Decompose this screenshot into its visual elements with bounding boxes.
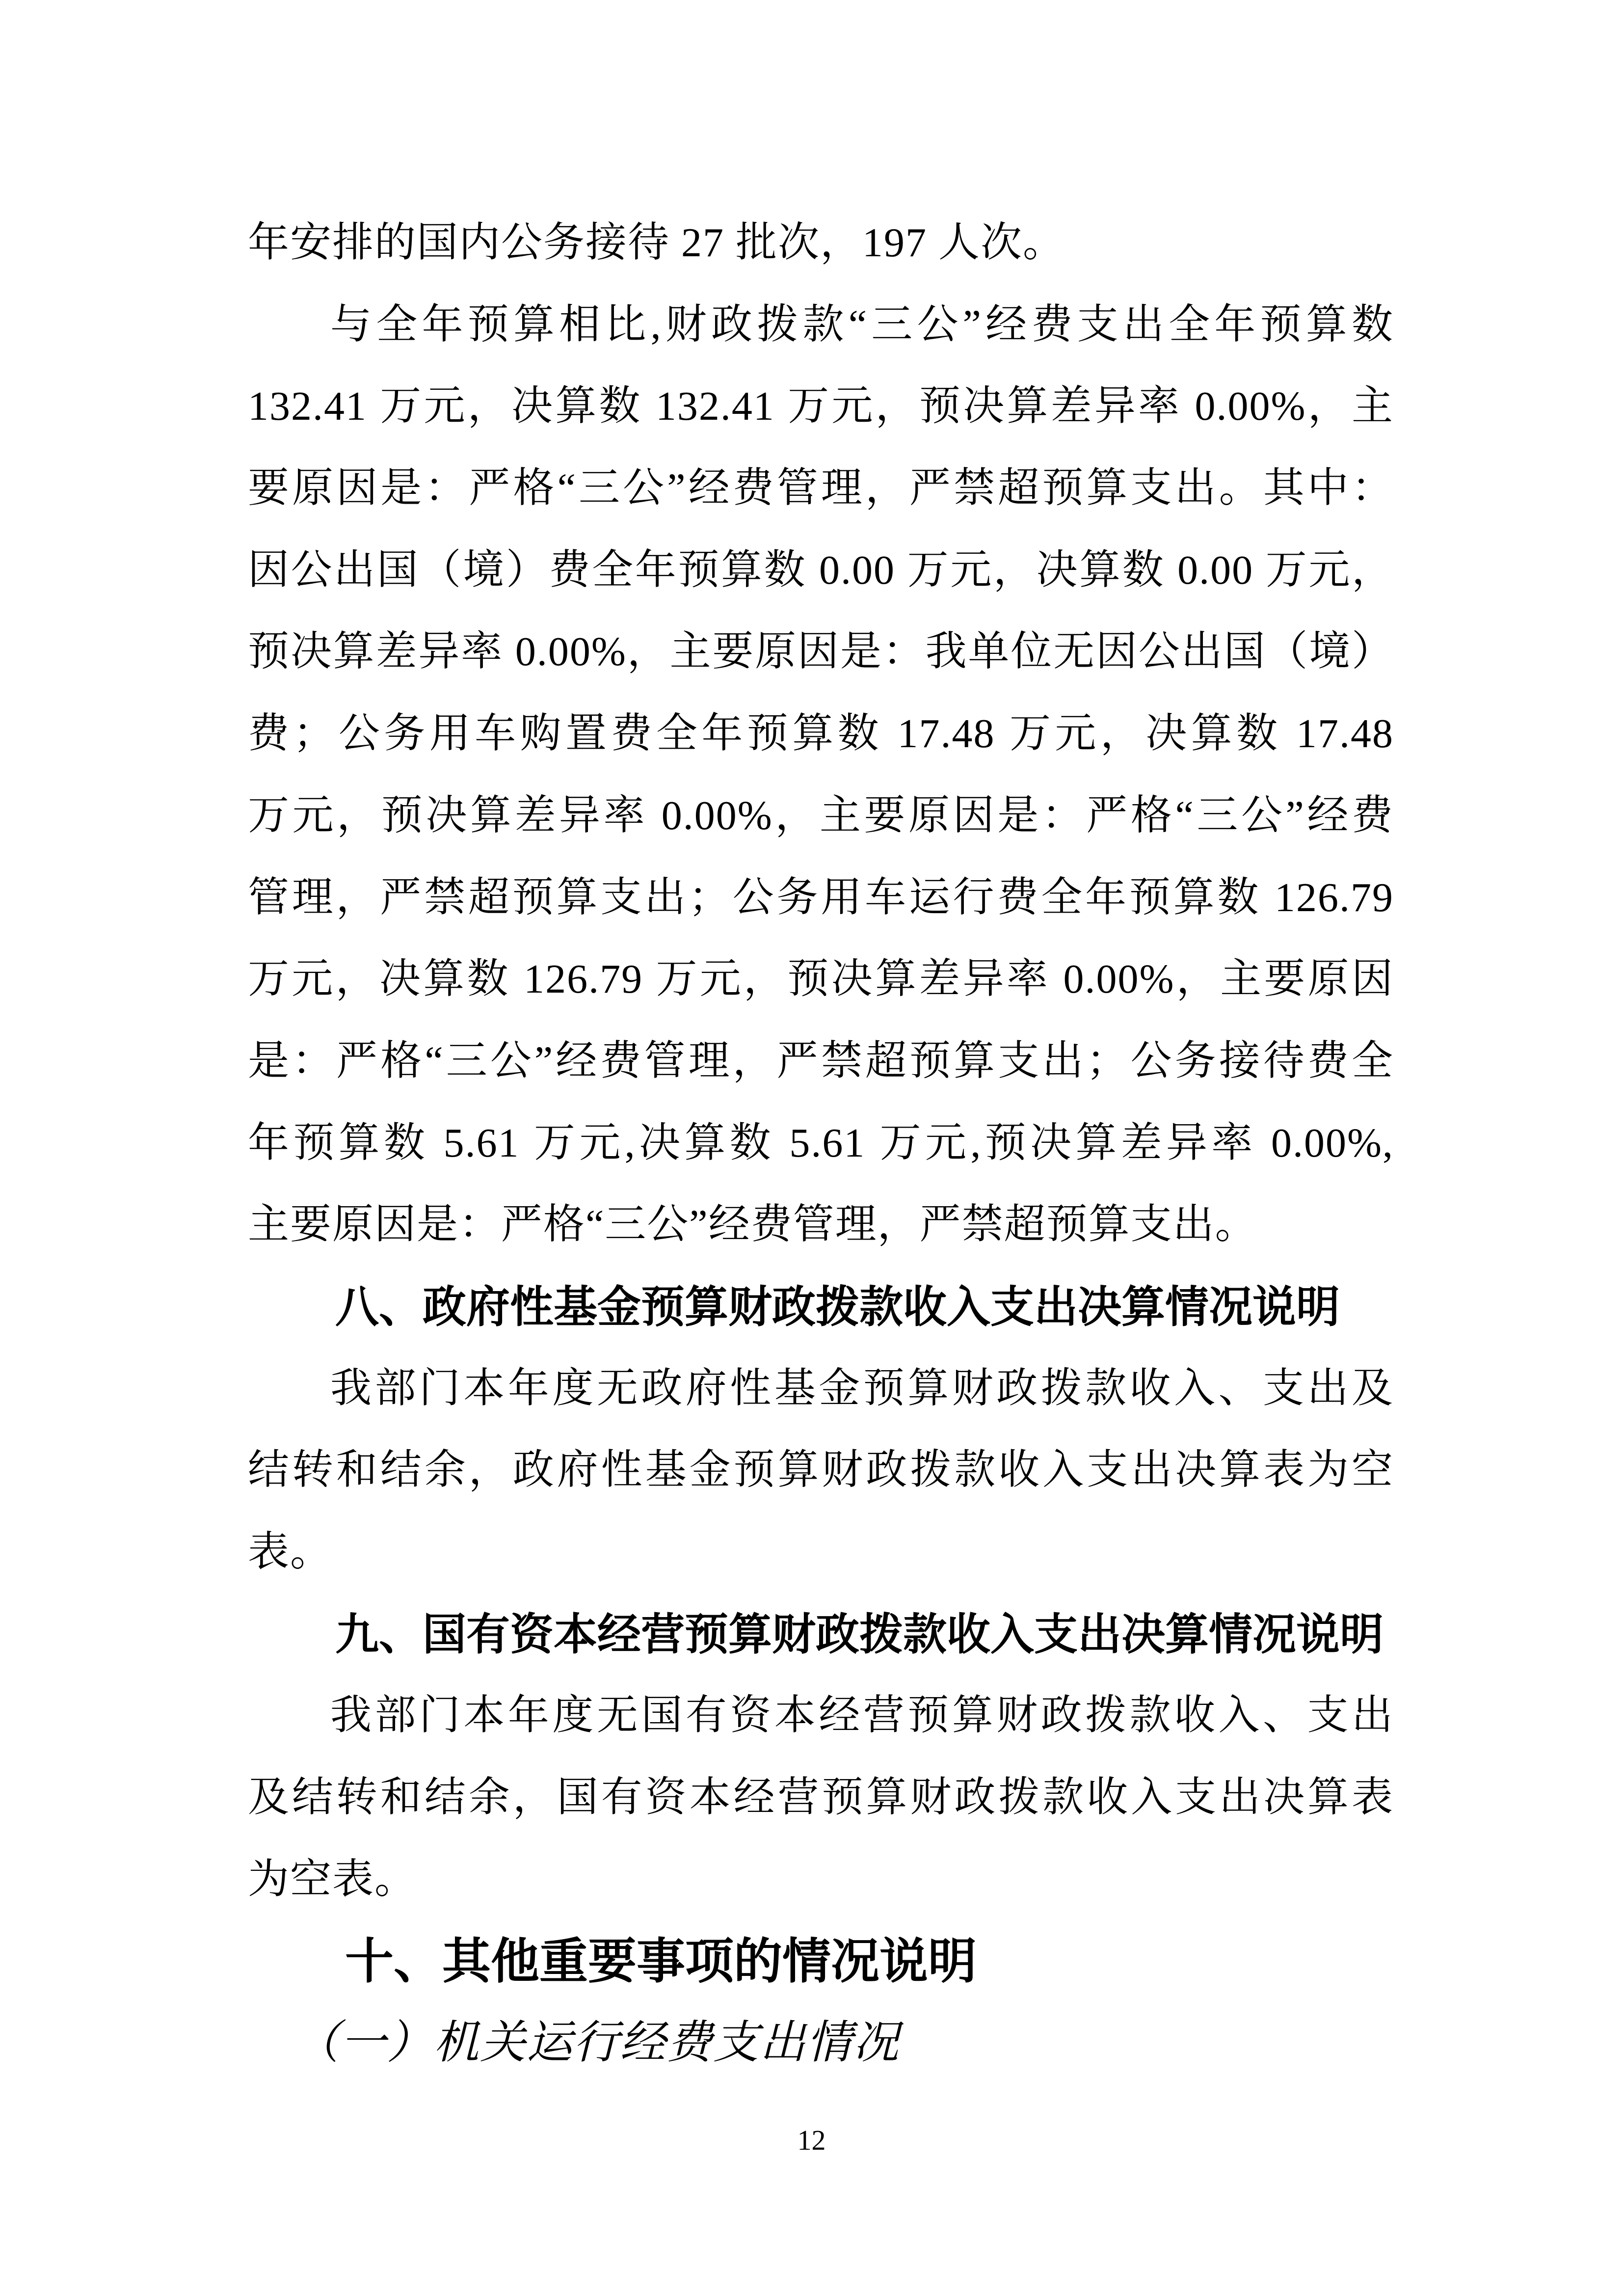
paragraph-start-line: 我部门本年度无政府性基金预算财政拨款收入、支出及	[330, 1365, 1394, 1411]
body-line: 费；公务用车购置费全年预算数 17.48 万元，决算数 17.48	[248, 711, 1394, 757]
body-line: 及结转和结余，国有资本经营预算财政拨款收入支出决算表	[248, 1775, 1394, 1821]
page-number: 12	[797, 2124, 826, 2156]
body-line: 因公出国（境）费全年预算数 0.00 万元，决算数 0.00 万元，	[248, 547, 1394, 593]
paragraph-end-line: 为空表。	[248, 1856, 417, 1902]
document-text-block	[248, 202, 1394, 2084]
body-line: 结转和结余，政府性基金预算财政拨款收入支出决算表为空	[248, 1447, 1394, 1493]
body-line: 年预算数 5.61 万元,决算数 5.61 万元,预决算差异率 0.00%,	[248, 1120, 1394, 1166]
subsection-heading-one: （一）机关运行经费支出情况	[293, 2018, 900, 2069]
section-heading-eight: 八、政府性基金预算财政拨款收入支出决算情况说明	[335, 1282, 1340, 1331]
body-line: 要原因是：严格“三公”经费管理，严禁超预算支出。其中：	[248, 465, 1394, 512]
paragraph-start-line: 我部门本年度无国有资本经营预算财政拨款收入、支出	[330, 1693, 1394, 1739]
section-heading-ten: 十、其他重要事项的情况说明	[345, 1934, 977, 1989]
paragraph-start-line: 与全年预算相比,财政拨款“三公”经费支出全年预算数	[330, 301, 1394, 348]
body-line: 管理，严禁超预算支出；公务用车运行费全年预算数 126.79	[248, 874, 1394, 920]
paragraph-end-line: 主要原因是：严格“三公”经费管理，严禁超预算支出。	[248, 1202, 1257, 1248]
body-line: 是：严格“三公”经费管理，严禁超预算支出；公务接待费全	[248, 1038, 1394, 1084]
paragraph-end-line: 表。	[248, 1529, 333, 1575]
body-line: 万元，预决算差异率 0.00%，主要原因是：严格“三公”经费	[248, 792, 1394, 838]
body-line: 预决算差异率 0.00%，主要原因是：我单位无因公出国（境）	[248, 629, 1394, 675]
body-line: 万元，决算数 126.79 万元，预决算差异率 0.00%，主要原因	[248, 956, 1394, 1002]
body-line: 132.41 万元，决算数 132.41 万元，预决算差异率 0.00%，主	[248, 383, 1394, 430]
body-line: 年安排的国内公务接待 27 批次，197 人次。	[248, 220, 1065, 266]
section-heading-nine: 九、国有资本经营预算财政拨款收入支出决算情况说明	[335, 1609, 1384, 1659]
